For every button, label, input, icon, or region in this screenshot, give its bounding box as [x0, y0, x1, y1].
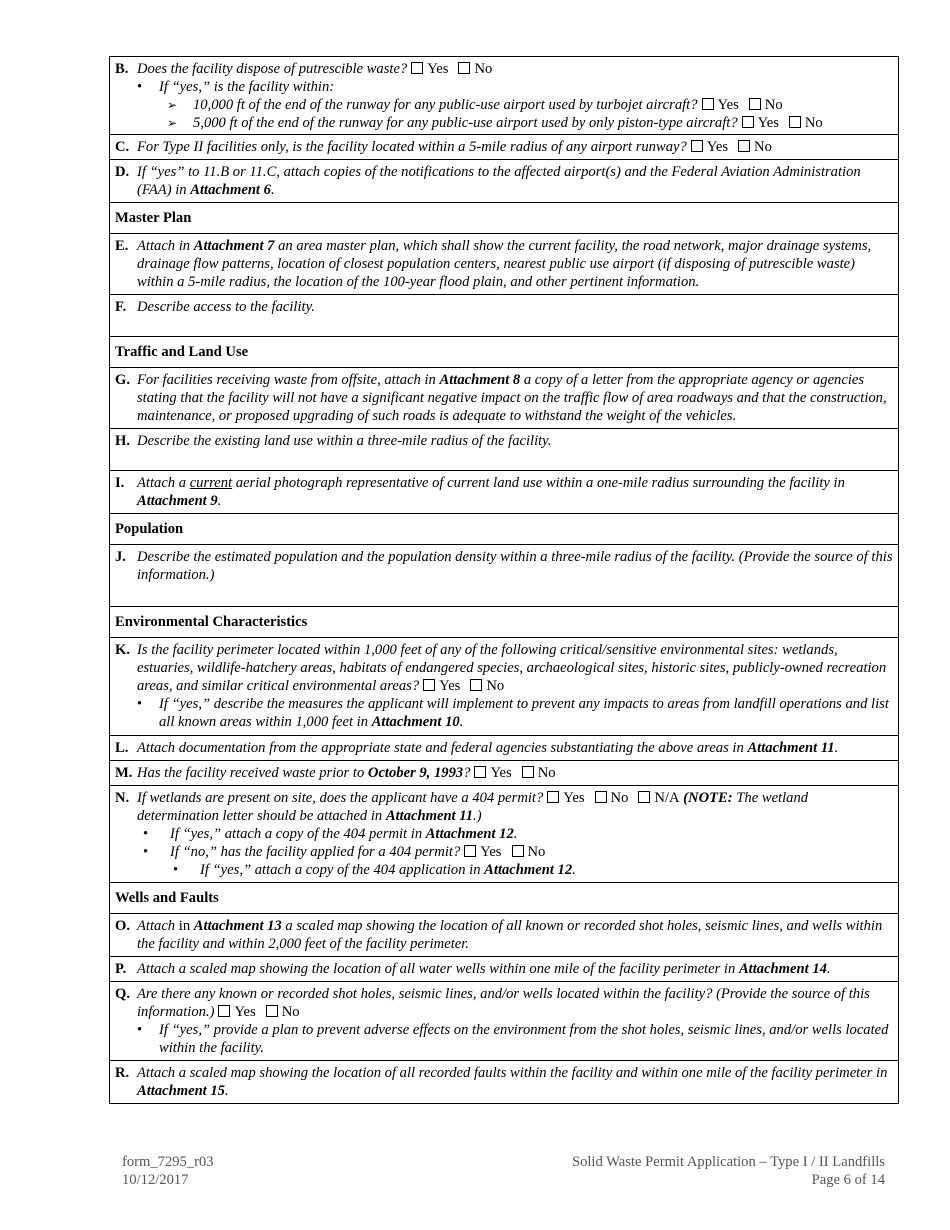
- list-item: • If “no,” has the facility applied for a 404 permit? Yes No: [143, 844, 546, 860]
- question-c: C. For Type II facilities only, is the facility located within a 5-mile radius of any airport runway? Yes No: [110, 134, 898, 159]
- question-m: M. Has the facility received waste prior to October 9, 1993? Yes No: [110, 760, 898, 785]
- section-header-traffic: Traffic and Land Use: [110, 336, 898, 367]
- no-checkbox[interactable]: [470, 679, 482, 691]
- no-checkbox[interactable]: [458, 62, 470, 74]
- no-checkbox[interactable]: [738, 140, 750, 152]
- list-item: ➢ 10,000 ft of the end of the runway for any public-use airport used by turbojet aircraft? Yes No: [167, 97, 783, 113]
- question-o: O. Attach in Attachment 13 a scaled map showing the location of all known or recorded shot holes, seismic lines, and wells within the facility and within 2,000 feet of the facility perimeter.: [110, 913, 898, 956]
- no-checkbox[interactable]: [595, 791, 607, 803]
- yes-checkbox[interactable]: [464, 845, 476, 857]
- list-item: • If “yes,” attach a copy of the 404 application in Attachment 12.: [173, 862, 576, 878]
- yes-checkbox[interactable]: [702, 98, 714, 110]
- question-e: E. Attach in Attachment 7 an area master plan, which shall show the current facility, the road network, major drainage systems, drainage flow patterns, location of closest population centers, nearest public use airport (if disposing of putrescible waste) within a 5-mile radius, the location of the 100-year flood plain, and other pertinent information.: [110, 233, 898, 294]
- no-checkbox[interactable]: [789, 116, 801, 128]
- no-checkbox[interactable]: [266, 1005, 278, 1017]
- list-item: ➢ 5,000 ft of the end of the runway for any public-use airport used by only piston-type aircraft? Yes No: [167, 115, 823, 131]
- no-checkbox[interactable]: [749, 98, 761, 110]
- yes-checkbox[interactable]: [742, 116, 754, 128]
- yes-checkbox[interactable]: [411, 62, 423, 74]
- question-q: Q. Are there any known or recorded shot holes, seismic lines, and/or wells located within the facility? (Provide the source of this information.) Yes No • If “yes,” provide a plan to prevent adverse effects on the environment from the shot holes, seismic lines, and/or wells located within the facility.: [110, 981, 898, 1060]
- na-checkbox[interactable]: [638, 791, 650, 803]
- question-f: F. Describe access to the facility.: [110, 294, 898, 336]
- footer-right: [572, 1153, 885, 1189]
- section-header-wells: Wells and Faults: [110, 882, 898, 913]
- yes-checkbox[interactable]: [547, 791, 559, 803]
- section-header-population: Population: [110, 513, 898, 544]
- no-checkbox[interactable]: [512, 845, 524, 857]
- question-n: N. If wetlands are present on site, does the applicant have a 404 permit? Yes No N/A (NOTE: The wetland determination letter should be attached in Attachment 11.) • If “yes,” attach a copy of the 404 permit in Attachment 12. • If “no,” has the facility applied for a 404 permit? Yes No • If “yes,” attach a copy of the 404 application in Attachment 12.: [110, 785, 898, 882]
- list-item: • If “yes,” provide a plan to prevent adverse effects on the environment from the shot holes, seismic lines, and/or wells located within the facility.: [137, 1022, 889, 1056]
- question-r: R. Attach a scaled map showing the location of all recorded faults within the facility and within one mile of the facility perimeter in Attachment 15.: [110, 1060, 898, 1103]
- question-b: B. Does the facility dispose of putrescible waste? Yes No • If “yes,” is the facility within: ➢ 10,000 ft of the end of the runway for any public-use airport used by turbojet aircraft? Yes No ➢ 5,000 ft of the end of the runway for any public-use airport used by only piston-type aircraft? Yes No: [110, 57, 898, 134]
- question-j: J. Describe the estimated population and the population density within a three-mile radius of the facility. (Provide the source of this information.): [110, 544, 898, 606]
- list-item: • If “yes,” is the facility within:: [137, 79, 335, 95]
- question-k: K. Is the facility perimeter located within 1,000 feet of any of the following critical/sensitive environmental sites: wetlands, estuaries, wildlife-hatchery areas, habitats of endangered species, archaeological sites, historic sites, publicly-owned recreation areas, and similar critical environmental areas? Yes No • If “yes,” describe the measures the applicant will implement to prevent any impacts to areas from landfill operations and list all known areas within 1,000 feet in Attachment 10.: [110, 637, 898, 735]
- no-checkbox[interactable]: [522, 766, 534, 778]
- footer-left: [122, 1153, 214, 1189]
- question-i: I. Attach a current aerial photograph representative of current land use within a one-mile radius surrounding the facility in Attachment 9.: [110, 470, 898, 513]
- form-date: 10/12/2017: [122, 1172, 189, 1188]
- page-number: Page 6 of 14: [811, 1172, 885, 1188]
- yes-checkbox[interactable]: [218, 1005, 230, 1017]
- section-header-environmental: Environmental Characteristics: [110, 606, 898, 637]
- form-id: form_7295_r03: [122, 1154, 214, 1170]
- question-d: D. If “yes” to 11.B or 11.C, attach copies of the notifications to the affected airport(s) and the Federal Aviation Administration (FAA) in Attachment 6.: [110, 159, 898, 202]
- question-p: P. Attach a scaled map showing the location of all water wells within one mile of the facility perimeter in Attachment 14.: [110, 956, 898, 981]
- application-form: [109, 56, 899, 1104]
- question-letter: B.: [115, 61, 129, 77]
- yes-checkbox[interactable]: [474, 766, 486, 778]
- form-title: Solid Waste Permit Application – Type I / II Landfills: [571, 1154, 885, 1170]
- list-item: • If “yes,” attach a copy of the 404 permit in Attachment 12.: [143, 826, 518, 842]
- question-g: G. For facilities receiving waste from offsite, attach in Attachment 8 a copy of a letter from the appropriate agency or agencies stating that the facility will not have a significant negative impact on the traffic flow of area roadways and that the construction, maintenance, or proposed upgrading of such roads is adequate to withstand the weight of the vehicles.: [110, 367, 898, 428]
- question-l: L. Attach documentation from the appropriate state and federal agencies substantiating the above areas in Attachment 11.: [110, 735, 898, 760]
- yes-checkbox[interactable]: [691, 140, 703, 152]
- list-item: • If “yes,” describe the measures the applicant will implement to prevent any impacts to areas from landfill operations and list all known areas within 1,000 feet in Attachment 10.: [137, 696, 889, 730]
- yes-checkbox[interactable]: [423, 679, 435, 691]
- section-header-master-plan: Master Plan: [110, 202, 898, 233]
- question-h: H. Describe the existing land use within a three-mile radius of the facility.: [110, 428, 898, 470]
